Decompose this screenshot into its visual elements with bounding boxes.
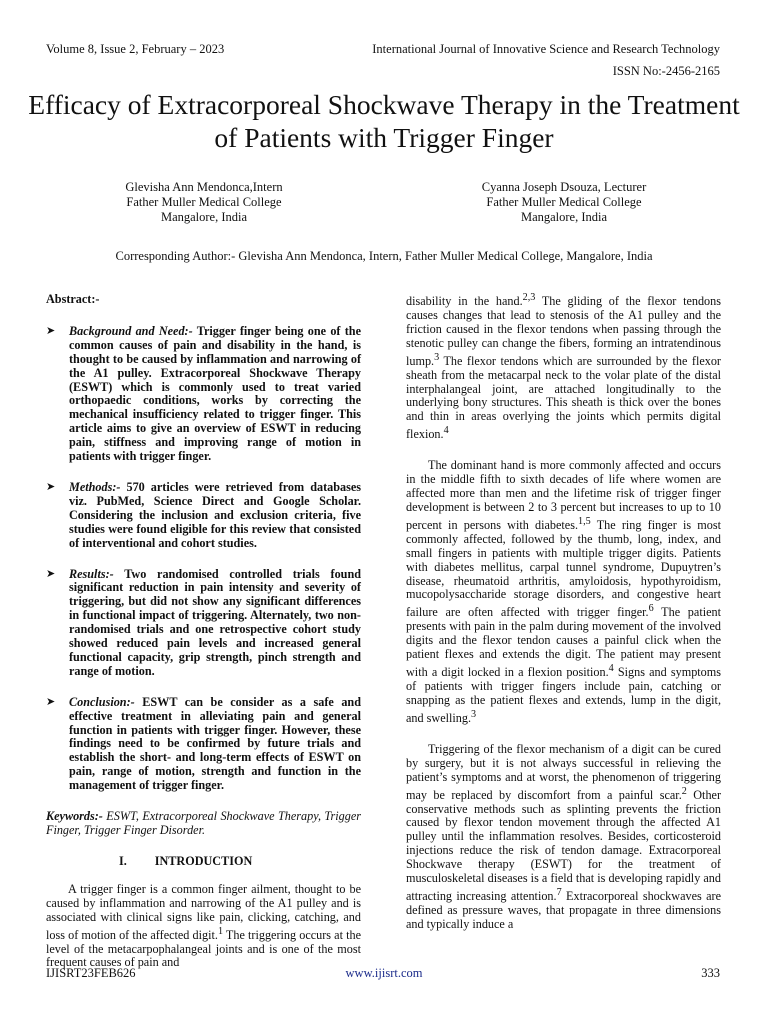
citation: 1,5 (578, 515, 591, 527)
page-number: 333 (701, 966, 720, 980)
keywords-label: Keywords:- (46, 809, 103, 824)
intro-text: A trigger finger is a common finger ailment, thought to be caused by inflammation and narrowing of the A1 pulley and is associated with clinical signs like pain, clicking, catching, and loss of motion of the affected digit. (46, 881, 361, 942)
body-text: The patient presents with pain in the palm during movement of the involved digits and the flexor tendon causes a painful click when the patient flexes and extends the digit. The patient may present with a digit locked in a flexion position. (406, 605, 721, 680)
body-paragraph (406, 291, 721, 442)
citation: 2,3 (522, 292, 536, 303)
abstract-item-label: Background and Need:- (69, 323, 193, 338)
body-text: disability in the hand. (406, 294, 523, 309)
abstract-item-text: ESWT can be consider as a safe and effective treatment in alleviating pain and general function in patients with trigger finger. However, these findings need to be confirmed by future trials and establish the short- and long-term effects of ESWT on pain, range of motion, strength and function in the management of trigger finger. (69, 694, 361, 793)
keywords-text: ESWT, Extracorporeal Shockwave Therapy, Trigger Finger, Trigger Finger Disorder. (46, 809, 361, 837)
body-text: The dominant hand is more commonly affected and occurs in the middle fifth to sixth decades of life where women are affected more than men and the lifetime risk of trigger finger development is between 2 to 3 percent but increases to up to 10 percent in persons with diabetes. (406, 458, 721, 532)
body-text: Triggering of the flexor mechanism of a digit can be cured by surgery, but it is not always successful in relieving the patient’s symptoms and at worst, the phenomenon of triggering may be replaced by discomfort from a painful scar. (406, 741, 721, 802)
intro-paragraph (46, 883, 361, 971)
abstract-item-background (46, 325, 361, 464)
author-affiliation: Father Muller Medical College (486, 195, 642, 209)
website-link[interactable]: www.ijisrt.com (345, 966, 423, 980)
volume-issue: Volume 8, Issue 2, February – 2023 (46, 42, 225, 56)
citation: 6 (648, 603, 654, 615)
paper-title: Efficacy of Extracorporeal Shockwave Therapy in the Treatment of Patients with Trigger Finger (28, 89, 740, 153)
citation: 4 (443, 425, 449, 437)
bullet-arrow-icon: ➤ (46, 480, 56, 493)
citation: 3 (471, 708, 477, 720)
author-name: Cyanna Joseph Dsouza, Lecturer (481, 180, 647, 194)
author-location: Mangalore, India (160, 210, 248, 224)
author-block-1 (54, 180, 354, 225)
abstract-item-label: Conclusion:- (69, 694, 135, 709)
body-text: The flexor tendons which are surrounded by the flexor sheath from the metacarpal neck to the volar plate of the distal interphalangeal joint, are attached longitudinally to the underlying bony structures. This sheath is thick over the bones and thin in areas overlying the joints which permits digital flexion. (406, 353, 721, 442)
bullet-arrow-icon: ➤ (46, 695, 56, 708)
body-text: The ring finger is most commonly affected, followed by the thumb, long, index, and small fingers in patients with multiple trigger digits. Patients with diabetes mellitus, carpal tunnel syndrome, Dupuytren’s disease, rheumatoid arthritis, amyloidosis, hypothyroidism, mucopolysaccharide storage disorders, and congestive heart failure are often affected with trigger finger. (406, 517, 721, 620)
paper-id: IJISRT23FEB626 (46, 966, 136, 980)
author-affiliation: Father Muller Medical College (126, 195, 282, 209)
right-column (406, 291, 721, 932)
abstract-item-results (46, 568, 361, 679)
body-text: Extracorporeal shockwaves are defined as pressure waves, that propagate in three dimensions and typically induce a (406, 889, 721, 931)
abstract-item-conclusion (46, 696, 361, 793)
journal-name: International Journal of Innovative Science and Research Technology (372, 42, 720, 56)
citation: 2 (681, 785, 687, 797)
citation: 4 (608, 663, 614, 675)
author-name: Glevisha Ann Mendonca,Intern (125, 180, 283, 194)
abstract-item-text: Two randomised controlled trials found significant reduction in pain intensity and severity of triggering, but did not show any significant differences in functional impact of triggering. Alternately, two non-randomised trials and one retrospective cohort study showed reduced pain levels and increased general functional capacity, grip strength, pinch strength and range of motion. (69, 566, 361, 678)
citation: 3 (434, 351, 440, 363)
author-location: Mangalore, India (520, 210, 608, 224)
citation: 7 (556, 886, 562, 898)
abstract-item-label: Results:- (69, 566, 114, 581)
body-paragraph (406, 743, 721, 932)
abstract-item-label: Methods:- (69, 479, 121, 494)
abstract-heading: Abstract:- (46, 292, 100, 306)
body-text: Other conservative methods such as splinting prevents the friction caused by flexor tendon movement through the affected A1 pulley until the inflammation resolves. Besides, corticosteroid injections reduce the risk of tendon damage. Extracorporeal Shockwave therapy (ESWT) for the treatment of musculoskeletal diseases is a field that is developing rapidly and attracting increasing attention. (406, 787, 721, 903)
section-number: I. (119, 853, 127, 868)
corresponding-author: Corresponding Author:- Glevisha Ann Mendonca, Intern, Father Muller Medical College, Mangalore, India (115, 249, 653, 263)
section-title: INTRODUCTION (154, 853, 253, 868)
left-column (46, 293, 361, 970)
section-heading (46, 855, 361, 869)
body-text: The gliding of the flexor tendons causes changes that lead to stenosis of the A1 pulley and the friction caused in the flexor tendons when passing through the stenotic pulley can change the fibers, forming an intratendinous lump. (406, 294, 721, 368)
citation: 1 (217, 925, 224, 937)
abstract-item-methods (46, 481, 361, 551)
body-paragraph (406, 459, 721, 726)
abstract-item-text: Trigger finger being one of the common causes of pain and disability in the hand, is thought to be caused by inflammation and narrowing of the A1 pulley. Extracorporeal Shockwave Therapy (ESWT) which is commonly used to treat varied orthopaedic conditions, works by correcting the mechanical insufficiency related to trigger finger. This article aims to give an overview of ESWT in reducing pain, stiffness and improving range of motion in patients with trigger finger. (69, 323, 361, 464)
issn: ISSN No:-2456-2165 (612, 64, 720, 78)
bullet-arrow-icon: ➤ (46, 324, 56, 337)
keywords (46, 810, 361, 838)
author-block-2 (414, 180, 714, 225)
body-text: Signs and symptoms of patients with trigger fingers include pain, catching or snapping as the patient flexes and extends, lump in the digit, and swelling. (406, 665, 721, 725)
intro-text: The triggering occurs at the level of the metacarpophalangeal joints and is one of the most frequent causes of pain and (46, 927, 361, 970)
abstract-item-text: 570 articles were retrieved from databases viz. PubMed, Science Direct and Google Scholar. Considering the inclusion and exclusion criteria, five studies were found eligible for this review that consisted of interventional and cohort studies. (69, 479, 361, 550)
bullet-arrow-icon: ➤ (46, 567, 56, 580)
